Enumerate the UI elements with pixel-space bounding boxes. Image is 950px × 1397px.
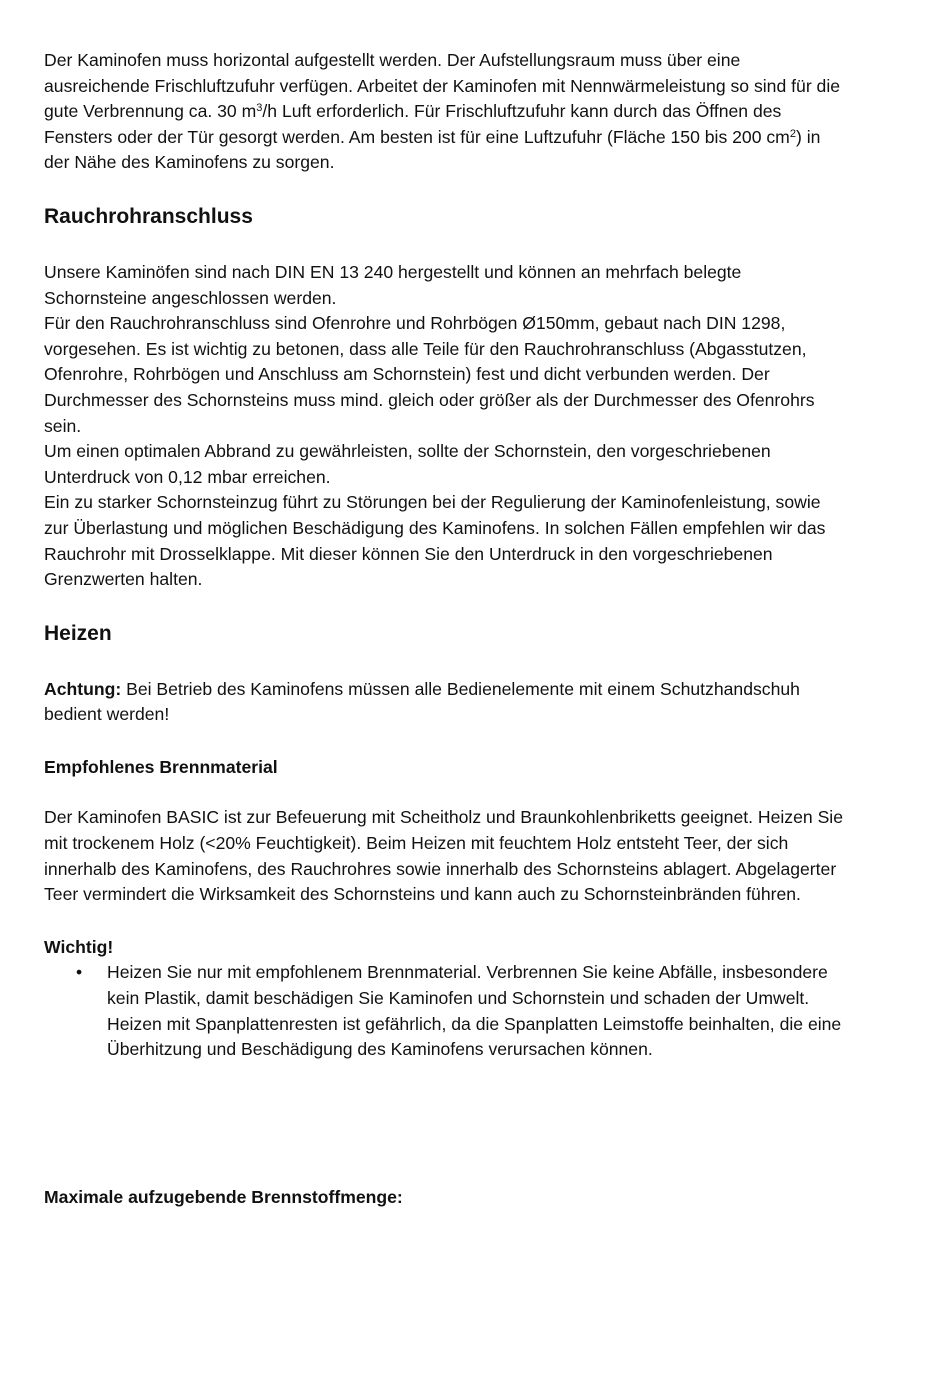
heading-maximale-brennstoffmenge: Maximale aufzugebende Brennstoffmenge:	[44, 1186, 403, 1207]
achtung-label: Achtung:	[44, 678, 122, 699]
superscript-3: 3	[256, 102, 263, 115]
intro-text-1: Der Kaminofen muss horizontal aufgestellt werden. Der Aufstellungsraum muss über eine ausreichende Frischluftzufuhr verfügen. Arbeitet der Kaminofen mit Nennwärmeleistung so sind für die gute Verbrennung ca. 30 m	[44, 50, 841, 122]
intro-text-2: /h Luft erforderlich. Für Frischluftzufuhr kann durch das Öffnen des Fensters oder der Tür gesorgt werden. Am besten ist für eine Luftzufuhr (Fläche 150 bis 200 cm	[44, 101, 790, 147]
superscript-2: 2	[789, 127, 796, 140]
document-page	[44, 48, 844, 1235]
list-item	[44, 960, 844, 1062]
blank-space	[44, 1063, 844, 1185]
heading-rauchrohranschluss: Rauchrohranschluss	[44, 204, 253, 228]
bullet-icon: •	[76, 962, 83, 983]
wichtig-section	[44, 935, 844, 1063]
list-item-text: Heizen Sie nur mit empfohlenem Brennmaterial. Verbrennen Sie keine Abfälle, insbesondere kein Plastik, damit beschädigen Sie Kaminofen und Schornstein und schaden der Umwelt. Heizen mit Spanplattenresten ist gefährlich, da die Spanplatten Leimstoffe beinhalten, die eine Überhitzung und Beschädigung des Kaminofens verursachen können.	[107, 962, 842, 1060]
achtung-text: Bei Betrieb des Kaminofens müssen alle Bedienelemente mit einem Schutzhandschuh bedient werden!	[44, 678, 800, 725]
rauchrohr-paragraph-3: Um einen optimalen Abbrand zu gewährleisten, sollte der Schornstein, den vorgeschriebenen Unterdruck von 0,12 mbar erreichen.	[44, 441, 771, 487]
heading-empfohlenes-brennmaterial: Empfohlenes Brennmaterial	[44, 756, 278, 777]
intro-paragraph	[44, 48, 844, 176]
wichtig-label: Wichtig!	[44, 936, 114, 957]
heading-heizen: Heizen	[44, 621, 112, 645]
rauchrohr-section	[44, 260, 844, 593]
intro-text-3: ) in der Nähe des Kaminofens zu sorgen.	[44, 126, 821, 173]
brennmaterial-paragraph: Der Kaminofen BASIC ist zur Befeuerung mit Scheitholz und Braunkohlenbriketts geeignet. Heizen Sie mit trockenem Holz (<20% Feuchtigkeit). Beim Heizen mit feuchtem Holz entsteht Teer, der sich innerhalb des Kaminofens, des Rauchrohres sowie innerhalb des Schornsteins ablagert. Abgelagerter Teer vermindert die Wirksamkeit des Schornsteins und kann auch zu Schornsteinbränden führen.	[44, 807, 843, 905]
achtung-paragraph	[44, 677, 844, 728]
wichtig-list	[44, 960, 844, 1062]
rauchrohr-paragraph-1: Unsere Kaminöfen sind nach DIN EN 13 240 hergestellt und können an mehrfach belegte Schornsteine angeschlossen werden.	[44, 261, 742, 308]
rauchrohr-paragraph-4: Ein zu starker Schornsteinzug führt zu Störungen bei der Regulierung der Kaminofenleistung, sowie zur Überlastung und möglichen Beschädigung des Kaminofens. In solchen Fällen empfehlen wir das Rauchrohr mit Drosselklappe. Mit dieser können Sie den Unterdruck in den vorgeschriebenen Grenzwerten halten.	[44, 492, 826, 590]
rauchrohr-paragraph-2: Für den Rauchrohranschluss sind Ofenrohre und Rohrbögen Ø150mm, gebaut nach DIN 1298, vorgesehen. Es ist wichtig zu betonen, dass alle Teile für den Rauchrohranschluss (Abgasstutzen, Ofenrohre, Rohrbögen und Anschluss am Schornstein) fest und dicht verbunden werden. Der Durchmesser des Schornsteins muss mind. gleich oder größer als der Durchmesser des Ofenrohrs sein.	[44, 313, 815, 436]
